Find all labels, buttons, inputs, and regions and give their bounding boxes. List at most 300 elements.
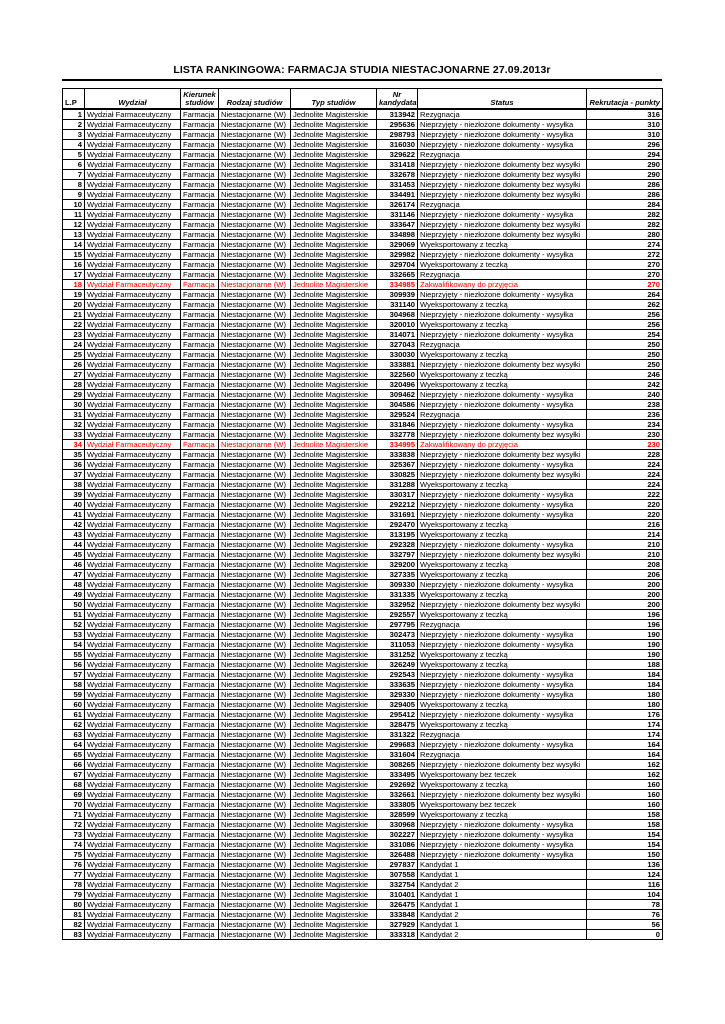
cell-rodzaj: Niestacjonarne (W) xyxy=(219,210,291,220)
cell-status: Nieprzyjęty - niezłożone dokumenty - wysyłka xyxy=(418,140,587,150)
cell-lp: 26 xyxy=(63,360,85,370)
cell-punkty: 236 xyxy=(587,410,663,420)
cell-kierunek: Farmacja xyxy=(181,190,219,200)
cell-kierunek: Farmacja xyxy=(181,730,219,740)
cell-wydzial: Wydział Farmaceutyczny xyxy=(85,670,181,680)
cell-punkty: 154 xyxy=(587,830,663,840)
cell-kierunek: Farmacja xyxy=(181,160,219,170)
table-row xyxy=(63,200,663,210)
cell-kierunek: Farmacja xyxy=(181,610,219,620)
cell-kierunek: Farmacja xyxy=(181,590,219,600)
cell-lp: 38 xyxy=(63,480,85,490)
table-row xyxy=(63,190,663,200)
cell-lp: 78 xyxy=(63,880,85,890)
cell-kierunek: Farmacja xyxy=(181,840,219,850)
cell-punkty: 136 xyxy=(587,860,663,870)
cell-wydzial: Wydział Farmaceutyczny xyxy=(85,620,181,630)
cell-lp: 19 xyxy=(63,290,85,300)
cell-punkty: 282 xyxy=(587,210,663,220)
cell-nr-kandydata: 331453 xyxy=(377,180,418,190)
cell-lp: 49 xyxy=(63,590,85,600)
cell-status: Rezygnacja xyxy=(418,200,587,210)
table-row xyxy=(63,480,663,490)
cell-status: Nieprzyjęty - niezłożone dokumenty - wysyłka xyxy=(418,210,587,220)
cell-status: Nieprzyjęty - niezłożone dokumenty - wysyłka xyxy=(418,490,587,500)
cell-wydzial: Wydział Farmaceutyczny xyxy=(85,540,181,550)
header-typ: Typ studiów xyxy=(291,89,377,110)
table-row xyxy=(63,670,663,680)
cell-nr-kandydata: 332665 xyxy=(377,270,418,280)
cell-lp: 16 xyxy=(63,260,85,270)
cell-punkty: 284 xyxy=(587,200,663,210)
cell-kierunek: Farmacja xyxy=(181,720,219,730)
cell-status: Nieprzyjęty - niezłożone dokumenty - wysyłka xyxy=(418,580,587,590)
cell-lp: 72 xyxy=(63,820,85,830)
cell-nr-kandydata: 329405 xyxy=(377,700,418,710)
cell-nr-kandydata: 327043 xyxy=(377,340,418,350)
cell-typ: Jednolite Magisterskie xyxy=(291,470,377,480)
cell-status: Nieprzyjęty - niezłożone dokumenty - wysyłka xyxy=(418,290,587,300)
cell-kierunek: Farmacja xyxy=(181,390,219,400)
cell-punkty: 76 xyxy=(587,910,663,920)
cell-status: Rezygnacja xyxy=(418,410,587,420)
cell-nr-kandydata: 328599 xyxy=(377,810,418,820)
cell-rodzaj: Niestacjonarne (W) xyxy=(219,150,291,160)
cell-lp: 44 xyxy=(63,540,85,550)
cell-punkty: 176 xyxy=(587,710,663,720)
cell-status: Nieprzyjęty - niezłożone dokumenty - wysyłka xyxy=(418,680,587,690)
cell-lp: 29 xyxy=(63,390,85,400)
cell-kierunek: Farmacja xyxy=(181,670,219,680)
cell-wydzial: Wydział Farmaceutyczny xyxy=(85,710,181,720)
cell-lp: 45 xyxy=(63,550,85,560)
cell-punkty: 230 xyxy=(587,430,663,440)
cell-typ: Jednolite Magisterskie xyxy=(291,380,377,390)
cell-kierunek: Farmacja xyxy=(181,340,219,350)
cell-wydzial: Wydział Farmaceutyczny xyxy=(85,630,181,640)
cell-punkty: 210 xyxy=(587,550,663,560)
cell-punkty: 220 xyxy=(587,510,663,520)
cell-typ: Jednolite Magisterskie xyxy=(291,430,377,440)
cell-lp: 63 xyxy=(63,730,85,740)
cell-typ: Jednolite Magisterskie xyxy=(291,410,377,420)
cell-wydzial: Wydział Farmaceutyczny xyxy=(85,640,181,650)
cell-nr-kandydata: 333495 xyxy=(377,770,418,780)
cell-punkty: 310 xyxy=(587,120,663,130)
cell-nr-kandydata: 331288 xyxy=(377,480,418,490)
cell-punkty: 78 xyxy=(587,900,663,910)
table-row xyxy=(63,880,663,890)
table-row xyxy=(63,720,663,730)
cell-wydzial: Wydział Farmaceutyczny xyxy=(85,730,181,740)
cell-rodzaj: Niestacjonarne (W) xyxy=(219,930,291,940)
cell-wydzial: Wydział Farmaceutyczny xyxy=(85,170,181,180)
cell-typ: Jednolite Magisterskie xyxy=(291,720,377,730)
cell-kierunek: Farmacja xyxy=(181,330,219,340)
cell-lp: 70 xyxy=(63,800,85,810)
cell-nr-kandydata: 331252 xyxy=(377,650,418,660)
cell-kierunek: Farmacja xyxy=(181,700,219,710)
cell-nr-kandydata: 330968 xyxy=(377,820,418,830)
cell-rodzaj: Niestacjonarne (W) xyxy=(219,800,291,810)
cell-nr-kandydata: 332797 xyxy=(377,550,418,560)
cell-nr-kandydata: 302473 xyxy=(377,630,418,640)
table-header xyxy=(63,89,663,110)
cell-kierunek: Farmacja xyxy=(181,760,219,770)
cell-wydzial: Wydział Farmaceutyczny xyxy=(85,270,181,280)
table-row xyxy=(63,250,663,260)
cell-nr-kandydata: 299683 xyxy=(377,740,418,750)
header-status: Status xyxy=(418,89,587,110)
cell-nr-kandydata: 331604 xyxy=(377,750,418,760)
cell-nr-kandydata: 295412 xyxy=(377,710,418,720)
cell-punkty: 222 xyxy=(587,490,663,500)
cell-status: Zakwalifikowany do przyjęcia xyxy=(418,440,587,450)
cell-lp: 76 xyxy=(63,860,85,870)
table-row xyxy=(63,790,663,800)
cell-lp: 33 xyxy=(63,430,85,440)
cell-wydzial: Wydział Farmaceutyczny xyxy=(85,300,181,310)
table-row xyxy=(63,240,663,250)
cell-punkty: 160 xyxy=(587,790,663,800)
cell-wydzial: Wydział Farmaceutyczny xyxy=(85,480,181,490)
table-row xyxy=(63,560,663,570)
table-row xyxy=(63,920,663,930)
cell-rodzaj: Niestacjonarne (W) xyxy=(219,670,291,680)
cell-nr-kandydata: 292543 xyxy=(377,670,418,680)
table-row xyxy=(63,660,663,670)
cell-punkty: 160 xyxy=(587,800,663,810)
cell-kierunek: Farmacja xyxy=(181,310,219,320)
cell-wydzial: Wydział Farmaceutyczny xyxy=(85,600,181,610)
cell-status: Nieprzyjęty - niezłożone dokumenty - wysyłka xyxy=(418,250,587,260)
cell-status: Kandydat 2 xyxy=(418,910,587,920)
cell-status: Zakwalifikowany do przyjęcia xyxy=(418,280,587,290)
cell-kierunek: Farmacja xyxy=(181,180,219,190)
cell-status: Nieprzyjęty - niezłożone dokumenty - wysyłka xyxy=(418,400,587,410)
cell-lp: 83 xyxy=(63,930,85,940)
cell-punkty: 210 xyxy=(587,540,663,550)
table-row xyxy=(63,360,663,370)
cell-status: Nieprzyjęty - niezłożone dokumenty - wysyłka xyxy=(418,820,587,830)
cell-typ: Jednolite Magisterskie xyxy=(291,160,377,170)
cell-kierunek: Farmacja xyxy=(181,400,219,410)
table-row xyxy=(63,600,663,610)
cell-wydzial: Wydział Farmaceutyczny xyxy=(85,700,181,710)
cell-rodzaj: Niestacjonarne (W) xyxy=(219,590,291,600)
cell-kierunek: Farmacja xyxy=(181,710,219,720)
cell-lp: 23 xyxy=(63,330,85,340)
cell-lp: 73 xyxy=(63,830,85,840)
cell-wydzial: Wydział Farmaceutyczny xyxy=(85,570,181,580)
cell-lp: 8 xyxy=(63,180,85,190)
cell-wydzial: Wydział Farmaceutyczny xyxy=(85,910,181,920)
cell-rodzaj: Niestacjonarne (W) xyxy=(219,910,291,920)
cell-wydzial: Wydział Farmaceutyczny xyxy=(85,850,181,860)
cell-typ: Jednolite Magisterskie xyxy=(291,260,377,270)
table-row xyxy=(63,140,663,150)
table-row xyxy=(63,550,663,560)
table-row xyxy=(63,580,663,590)
cell-nr-kandydata: 326174 xyxy=(377,200,418,210)
cell-rodzaj: Niestacjonarne (W) xyxy=(219,830,291,840)
cell-kierunek: Farmacja xyxy=(181,600,219,610)
cell-lp: 56 xyxy=(63,660,85,670)
cell-rodzaj: Niestacjonarne (W) xyxy=(219,270,291,280)
cell-kierunek: Farmacja xyxy=(181,560,219,570)
cell-kierunek: Farmacja xyxy=(181,360,219,370)
cell-nr-kandydata: 334985 xyxy=(377,280,418,290)
cell-wydzial: Wydział Farmaceutyczny xyxy=(85,900,181,910)
cell-wydzial: Wydział Farmaceutyczny xyxy=(85,860,181,870)
cell-wydzial: Wydział Farmaceutyczny xyxy=(85,820,181,830)
cell-status: Wyeksportowany z teczką xyxy=(418,370,587,380)
cell-punkty: 200 xyxy=(587,590,663,600)
cell-kierunek: Farmacja xyxy=(181,130,219,140)
cell-rodzaj: Niestacjonarne (W) xyxy=(219,220,291,230)
cell-kierunek: Farmacja xyxy=(181,550,219,560)
cell-status: Wyeksportowany bez teczek xyxy=(418,770,587,780)
cell-rodzaj: Niestacjonarne (W) xyxy=(219,190,291,200)
cell-status: Wyeksportowany z teczką xyxy=(418,590,587,600)
cell-nr-kandydata: 292328 xyxy=(377,540,418,550)
cell-wydzial: Wydział Farmaceutyczny xyxy=(85,840,181,850)
table-row xyxy=(63,690,663,700)
cell-kierunek: Farmacja xyxy=(181,850,219,860)
cell-wydzial: Wydział Farmaceutyczny xyxy=(85,120,181,130)
cell-wydzial: Wydział Farmaceutyczny xyxy=(85,220,181,230)
cell-punkty: 164 xyxy=(587,740,663,750)
cell-punkty: 200 xyxy=(587,580,663,590)
cell-punkty: 216 xyxy=(587,520,663,530)
cell-typ: Jednolite Magisterskie xyxy=(291,660,377,670)
cell-punkty: 270 xyxy=(587,270,663,280)
cell-punkty: 256 xyxy=(587,310,663,320)
cell-wydzial: Wydział Farmaceutyczny xyxy=(85,530,181,540)
cell-wydzial: Wydział Farmaceutyczny xyxy=(85,780,181,790)
cell-kierunek: Farmacja xyxy=(181,240,219,250)
cell-lp: 48 xyxy=(63,580,85,590)
cell-kierunek: Farmacja xyxy=(181,430,219,440)
table-row xyxy=(63,270,663,280)
cell-status: Wyeksportowany z teczką xyxy=(418,300,587,310)
cell-status: Nieprzyjęty - niezłożone dokumenty - wysyłka xyxy=(418,330,587,340)
table-row xyxy=(63,430,663,440)
cell-lp: 9 xyxy=(63,190,85,200)
cell-kierunek: Farmacja xyxy=(181,810,219,820)
cell-rodzaj: Niestacjonarne (W) xyxy=(219,660,291,670)
cell-status: Rezygnacja xyxy=(418,620,587,630)
cell-status: Nieprzyjęty - niezłożone dokumenty - wysyłka xyxy=(418,640,587,650)
table-row xyxy=(63,910,663,920)
table-row xyxy=(63,180,663,190)
cell-lp: 30 xyxy=(63,400,85,410)
cell-rodzaj: Niestacjonarne (W) xyxy=(219,510,291,520)
cell-kierunek: Farmacja xyxy=(181,890,219,900)
cell-wydzial: Wydział Farmaceutyczny xyxy=(85,690,181,700)
cell-status: Nieprzyjęty - niezłożone dokumenty bez wysyłki xyxy=(418,430,587,440)
cell-typ: Jednolite Magisterskie xyxy=(291,640,377,650)
cell-typ: Jednolite Magisterskie xyxy=(291,370,377,380)
cell-status: Kandydat 1 xyxy=(418,870,587,880)
cell-typ: Jednolite Magisterskie xyxy=(291,390,377,400)
cell-status: Nieprzyjęty - niezłożone dokumenty - wysyłka xyxy=(418,670,587,680)
cell-status: Nieprzyjęty - niezłożone dokumenty bez wysyłki xyxy=(418,230,587,240)
cell-nr-kandydata: 327929 xyxy=(377,920,418,930)
cell-punkty: 230 xyxy=(587,440,663,450)
cell-nr-kandydata: 332678 xyxy=(377,170,418,180)
header-punkty: Rekrutacja - punkty xyxy=(587,89,663,110)
cell-status: Nieprzyjęty - niezłożone dokumenty bez wysyłki xyxy=(418,190,587,200)
cell-kierunek: Farmacja xyxy=(181,270,219,280)
cell-nr-kandydata: 326249 xyxy=(377,660,418,670)
cell-lp: 59 xyxy=(63,690,85,700)
cell-nr-kandydata: 308265 xyxy=(377,760,418,770)
cell-punkty: 224 xyxy=(587,480,663,490)
cell-status: Rezygnacja xyxy=(418,750,587,760)
ranking-table xyxy=(62,88,663,940)
cell-rodzaj: Niestacjonarne (W) xyxy=(219,300,291,310)
cell-status: Nieprzyjęty - niezłożone dokumenty - wysyłka xyxy=(418,850,587,860)
table-body xyxy=(63,109,663,940)
cell-nr-kandydata: 329200 xyxy=(377,560,418,570)
cell-typ: Jednolite Magisterskie xyxy=(291,700,377,710)
cell-punkty: 150 xyxy=(587,850,663,860)
cell-wydzial: Wydział Farmaceutyczny xyxy=(85,920,181,930)
cell-punkty: 280 xyxy=(587,230,663,240)
cell-lp: 65 xyxy=(63,750,85,760)
cell-lp: 1 xyxy=(63,109,85,120)
cell-status: Nieprzyjęty - niezłożone dokumenty bez wysyłki xyxy=(418,550,587,560)
table-row xyxy=(63,340,663,350)
cell-nr-kandydata: 328475 xyxy=(377,720,418,730)
cell-wydzial: Wydział Farmaceutyczny xyxy=(85,770,181,780)
cell-punkty: 224 xyxy=(587,470,663,480)
cell-punkty: 124 xyxy=(587,870,663,880)
cell-typ: Jednolite Magisterskie xyxy=(291,580,377,590)
cell-status: Nieprzyjęty - niezłożone dokumenty - wysyłka xyxy=(418,830,587,840)
cell-typ: Jednolite Magisterskie xyxy=(291,170,377,180)
cell-status: Nieprzyjęty - niezłożone dokumenty bez wysyłki xyxy=(418,450,587,460)
table-row xyxy=(63,540,663,550)
cell-punkty: 158 xyxy=(587,810,663,820)
cell-status: Nieprzyjęty - niezłożone dokumenty - wysyłka xyxy=(418,460,587,470)
cell-rodzaj: Niestacjonarne (W) xyxy=(219,900,291,910)
cell-nr-kandydata: 309462 xyxy=(377,390,418,400)
cell-rodzaj: Niestacjonarne (W) xyxy=(219,120,291,130)
cell-nr-kandydata: 304968 xyxy=(377,310,418,320)
cell-wydzial: Wydział Farmaceutyczny xyxy=(85,550,181,560)
cell-rodzaj: Niestacjonarne (W) xyxy=(219,420,291,430)
table-row xyxy=(63,220,663,230)
table-row xyxy=(63,630,663,640)
cell-typ: Jednolite Magisterskie xyxy=(291,730,377,740)
cell-punkty: 220 xyxy=(587,500,663,510)
cell-wydzial: Wydział Farmaceutyczny xyxy=(85,800,181,810)
cell-lp: 11 xyxy=(63,210,85,220)
table-row xyxy=(63,820,663,830)
cell-status: Nieprzyjęty - niezłożone dokumenty bez wysyłki xyxy=(418,160,587,170)
cell-lp: 77 xyxy=(63,870,85,880)
cell-kierunek: Farmacja xyxy=(181,660,219,670)
cell-rodzaj: Niestacjonarne (W) xyxy=(219,450,291,460)
cell-lp: 28 xyxy=(63,380,85,390)
cell-wydzial: Wydział Farmaceutyczny xyxy=(85,109,181,120)
cell-rodzaj: Niestacjonarne (W) xyxy=(219,780,291,790)
cell-status: Wyeksportowany z teczką xyxy=(418,240,587,250)
cell-wydzial: Wydział Farmaceutyczny xyxy=(85,890,181,900)
cell-kierunek: Farmacja xyxy=(181,540,219,550)
cell-kierunek: Farmacja xyxy=(181,690,219,700)
cell-punkty: 272 xyxy=(587,250,663,260)
cell-status: Wyeksportowany z teczką xyxy=(418,570,587,580)
cell-rodzaj: Niestacjonarne (W) xyxy=(219,820,291,830)
table-row xyxy=(63,760,663,770)
cell-rodzaj: Niestacjonarne (W) xyxy=(219,160,291,170)
cell-kierunek: Farmacja xyxy=(181,570,219,580)
cell-rodzaj: Niestacjonarne (W) xyxy=(219,490,291,500)
cell-kierunek: Farmacja xyxy=(181,820,219,830)
cell-rodzaj: Niestacjonarne (W) xyxy=(219,170,291,180)
cell-status: Nieprzyjęty - niezłożone dokumenty - wysyłka xyxy=(418,540,587,550)
cell-status: Nieprzyjęty - niezłożone dokumenty bez wysyłki xyxy=(418,220,587,230)
cell-status: Nieprzyjęty - niezłożone dokumenty bez wysyłki xyxy=(418,760,587,770)
cell-lp: 47 xyxy=(63,570,85,580)
table-row xyxy=(63,640,663,650)
cell-kierunek: Farmacja xyxy=(181,530,219,540)
cell-nr-kandydata: 327335 xyxy=(377,570,418,580)
cell-rodzaj: Niestacjonarne (W) xyxy=(219,730,291,740)
cell-kierunek: Farmacja xyxy=(181,870,219,880)
cell-typ: Jednolite Magisterskie xyxy=(291,140,377,150)
cell-rodzaj: Niestacjonarne (W) xyxy=(219,320,291,330)
header-nr: Nr kandydata xyxy=(377,89,418,110)
table-row xyxy=(63,800,663,810)
cell-status: Nieprzyjęty - niezłożone dokumenty bez wysyłki xyxy=(418,600,587,610)
cell-wydzial: Wydział Farmaceutyczny xyxy=(85,460,181,470)
cell-lp: 2 xyxy=(63,120,85,130)
cell-lp: 62 xyxy=(63,720,85,730)
cell-kierunek: Farmacja xyxy=(181,320,219,330)
cell-typ: Jednolite Magisterskie xyxy=(291,250,377,260)
cell-nr-kandydata: 329069 xyxy=(377,240,418,250)
cell-nr-kandydata: 295636 xyxy=(377,120,418,130)
cell-status: Wyeksportowany z teczką xyxy=(418,260,587,270)
cell-nr-kandydata: 309330 xyxy=(377,580,418,590)
cell-wydzial: Wydział Farmaceutyczny xyxy=(85,590,181,600)
cell-punkty: 56 xyxy=(587,920,663,930)
cell-nr-kandydata: 311053 xyxy=(377,640,418,650)
cell-punkty: 196 xyxy=(587,610,663,620)
cell-kierunek: Farmacja xyxy=(181,930,219,940)
cell-punkty: 154 xyxy=(587,840,663,850)
cell-nr-kandydata: 313942 xyxy=(377,109,418,120)
cell-typ: Jednolite Magisterskie xyxy=(291,920,377,930)
cell-nr-kandydata: 329330 xyxy=(377,690,418,700)
cell-punkty: 214 xyxy=(587,530,663,540)
cell-kierunek: Farmacja xyxy=(181,480,219,490)
cell-kierunek: Farmacja xyxy=(181,230,219,240)
cell-lp: 50 xyxy=(63,600,85,610)
cell-typ: Jednolite Magisterskie xyxy=(291,690,377,700)
cell-typ: Jednolite Magisterskie xyxy=(291,450,377,460)
cell-typ: Jednolite Magisterskie xyxy=(291,820,377,830)
cell-nr-kandydata: 292212 xyxy=(377,500,418,510)
cell-lp: 3 xyxy=(63,130,85,140)
cell-punkty: 224 xyxy=(587,460,663,470)
cell-typ: Jednolite Magisterskie xyxy=(291,510,377,520)
cell-kierunek: Farmacja xyxy=(181,280,219,290)
